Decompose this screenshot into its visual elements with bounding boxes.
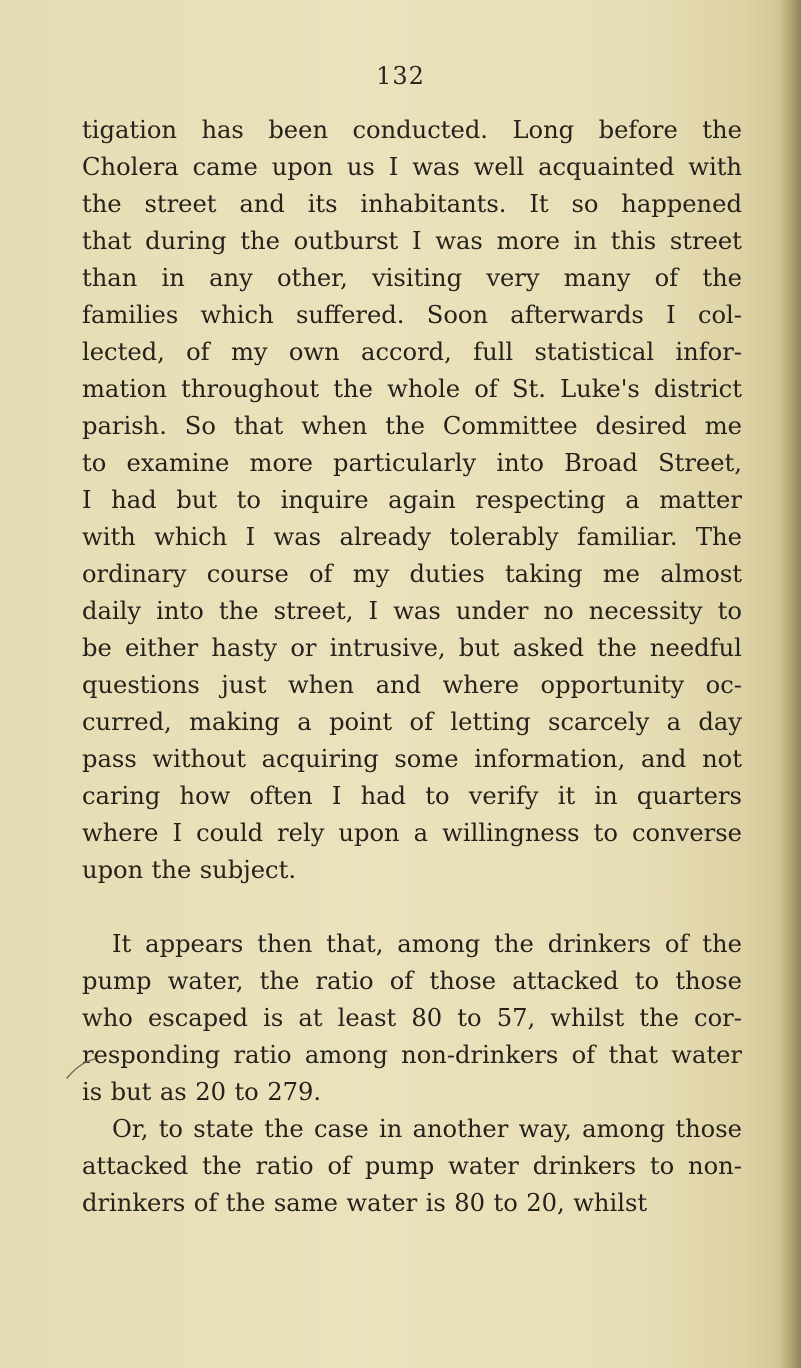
text-line: than in any other, visiting very many of the	[82, 264, 742, 292]
pencil-mark-icon	[64, 1056, 98, 1082]
paragraph	[82, 112, 742, 889]
page-number: 132	[376, 62, 425, 90]
text-line: that during the outburst I was more in this street	[82, 227, 742, 255]
paragraph	[82, 1111, 742, 1222]
text-line: Cholera came upon us I was well acquainted with	[82, 153, 742, 181]
text-line: tigation has been conducted. Long before the	[82, 116, 742, 144]
text-line: mation throughout the whole of St. Luke's district	[82, 375, 742, 403]
text-line: lected, of my own accord, full statistical infor-	[82, 338, 742, 366]
text-line: I had but to inquire again respecting a matter	[82, 486, 742, 514]
text-line: curred, making a point of letting scarcely a day	[82, 708, 742, 736]
text-line: to examine more particularly into Broad Street,	[82, 449, 742, 477]
page-edge-shadow	[779, 0, 801, 1368]
text-line: who escaped is at least 80 to 57, whilst the cor-	[82, 1004, 742, 1032]
text-line: families which suffered. Soon afterwards I col-	[82, 301, 742, 329]
paragraph	[82, 926, 742, 1111]
text-line: upon the subject.	[82, 856, 297, 884]
text-line: questions just when and where opportunity oc-	[82, 671, 742, 699]
text-line: parish. So that when the Committee desired me	[82, 412, 742, 440]
text-line: where I could rely upon a willingness to converse	[82, 819, 742, 847]
text-line: pass without acquiring some information, and not	[82, 745, 742, 773]
text-line: with which I was already tolerably familiar. The	[82, 523, 742, 551]
text-line: be either hasty or intrusive, but asked the needful	[82, 634, 742, 662]
text-line: is but as 20 to 279.	[82, 1078, 322, 1106]
text-line: attacked the ratio of pump water drinkers to non-	[82, 1152, 742, 1180]
body-text	[82, 112, 742, 1222]
text-line: pump water, the ratio of those attacked to those	[82, 967, 742, 995]
text-line: caring how often I had to verify it in quarters	[82, 782, 742, 810]
text-line: Or, to state the case in another way, among those	[112, 1115, 742, 1143]
text-line: ordinary course of my duties taking me almost	[82, 560, 742, 588]
text-line: the street and its inhabitants. It so happened	[82, 190, 742, 218]
paragraph-gap	[82, 889, 742, 926]
text-line: daily into the street, I was under no necessity to	[82, 597, 742, 625]
text-line: drinkers of the same water is 80 to 20, whilst	[82, 1189, 648, 1217]
text-line: It appears then that, among the drinkers of the	[112, 930, 742, 958]
text-line: responding ratio among non-drinkers of that water	[82, 1041, 742, 1069]
